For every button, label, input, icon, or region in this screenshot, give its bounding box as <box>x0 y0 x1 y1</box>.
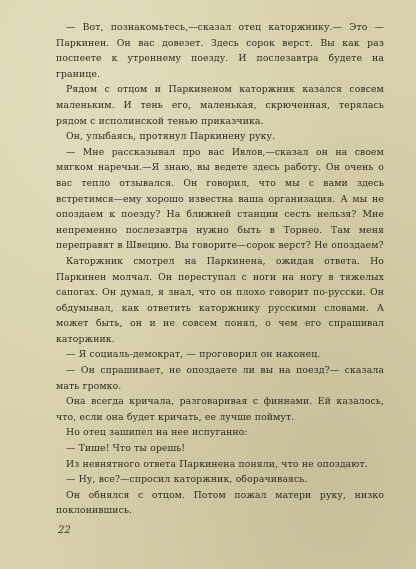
paragraph-13: Он обнялся с отцом. Потом пожал матери руку, низко поклонившись. <box>56 489 384 517</box>
paragraph-4: — Мне рассказывал про вас Ивлов,—сказал он на своем мягком наречьи.—Я знаю, вы ведете здесь работу. Он очень о вас тепло отзывался. Он говорил, что мы с вами здесь встретимся—ему хорошо известна ваша организация. А мы не опоздаем к поезду? На ближней станции сесть нельзя? Мне непременно послезавтра нужно быть в Торнео. Там меня переправят в Швецию. Вы говорите—сорок верст? Не опоздаем? <box>56 146 384 252</box>
paragraph-8: Она всегда кричала, разговаривая с финнами. Ей казалось, что, если она будет кричать, ее лучше поймут. <box>56 396 384 423</box>
paragraph-6: — Я социаль-демократ, — проговорил он наконец. <box>66 349 321 361</box>
paragraph-11: Из невнятного ответа Паркинена поняли, что не опоздают. <box>66 458 368 470</box>
paragraph-7: — Он спрашивает, не опоздаете ли вы на поезд?— сказала мать громко. <box>56 365 384 392</box>
text-body <box>56 20 384 519</box>
paragraph-3: Он, улыбаясь, протянул Паркинену руку. <box>66 131 276 143</box>
paragraph-9: Но отец зашипел на нее испуганно: <box>66 427 248 439</box>
paragraph-10: — Тише! Что ты орешь! <box>66 443 186 455</box>
paragraph-5: Каторжник смотрел на Паркинена, ожидая ответа. Но Паркинен молчал. Он переступал с ноги на ногу в тяжелых сапогах. Он думал, я знал, что он плохо говорит по-русски. Он обдумывал, как ответить каторжнику русскими словами. А может быть, он и не совсем понял, о чем его спрашивал каторжник. <box>56 255 384 345</box>
paragraph-1: — Вот, познакомьтесь,—сказал отец каторжнику.— Это — Паркинен. Он вас довезет. Здесь сорок верст. Вы как раз поспеете к утреннему поезду. И послезавтра будете на границе. <box>56 22 384 80</box>
page-number: 22 <box>58 525 71 536</box>
paragraph-2: Рядом с отцом и Паркиненом каторжник казался совсем маленьким. И тень его, маленькая, скрюченная, терялась рядом с исполинской тенью приказчика. <box>56 84 384 127</box>
paragraph-12: — Ну, все?—спросил каторжник, оборачиваясь. <box>66 474 308 486</box>
